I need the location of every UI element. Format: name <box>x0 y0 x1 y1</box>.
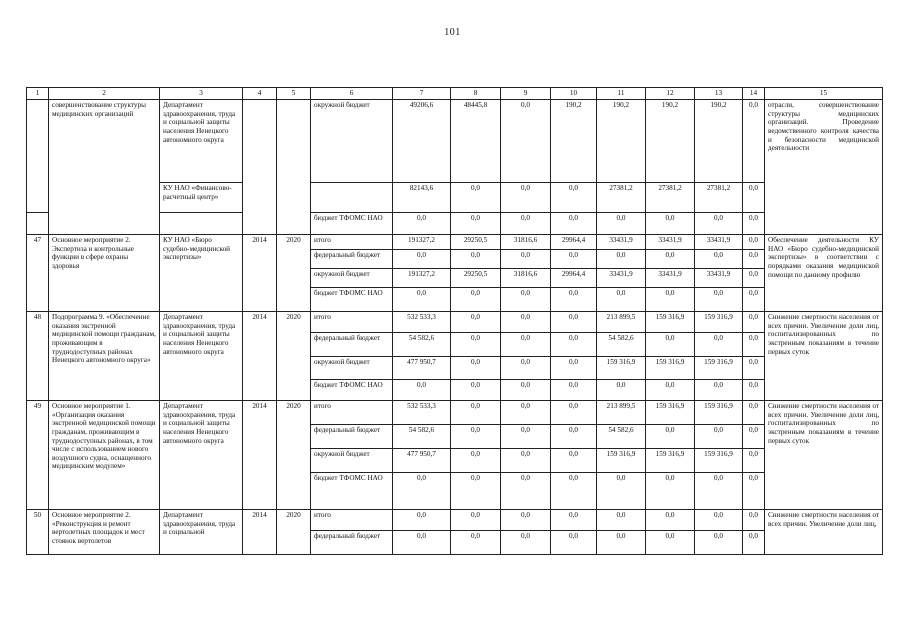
value-cell: 159 316,9 <box>646 312 695 333</box>
value-cell: 0,0 <box>551 357 597 380</box>
value-cell: 0,0 <box>743 449 765 473</box>
value-cell: 0,0 <box>646 510 695 531</box>
value-cell: 0,0 <box>551 473 597 510</box>
row-description: Основное мероприятие 2. «Реконструкция и ремонт вертолетных площадок и мест стоянок вертолетов <box>49 510 160 555</box>
value-cell: 0,0 <box>551 213 597 235</box>
value-cell: 0,0 <box>743 380 765 401</box>
value-cell: 159 316,9 <box>695 449 743 473</box>
funding-source: федеральный бюджет <box>311 531 393 555</box>
expected-result: Снижение смертности населения от всех причин. Увеличение доли лиц, госпитализированных по экстренным показаниям в течение первых суток <box>765 401 883 510</box>
table-row <box>27 401 883 425</box>
value-cell: 532 533,3 <box>393 312 451 333</box>
value-cell: 0,0 <box>451 312 501 333</box>
funding-source: итого <box>311 510 393 531</box>
column-header: 8 <box>451 88 501 100</box>
funding-source: итого <box>311 235 393 250</box>
column-header: 4 <box>243 88 277 100</box>
value-cell: 0,0 <box>743 312 765 333</box>
value-cell: 27381,2 <box>597 183 646 213</box>
value-cell: 0,0 <box>597 473 646 510</box>
value-cell: 159 316,9 <box>695 357 743 380</box>
column-header: 1 <box>27 88 49 100</box>
value-cell: 532 533,3 <box>393 401 451 425</box>
funding-source: окружной бюджет <box>311 449 393 473</box>
value-cell: 0,0 <box>743 531 765 555</box>
funding-source: итого <box>311 312 393 333</box>
value-cell: 190,2 <box>646 100 695 183</box>
value-cell: 0,0 <box>743 100 765 183</box>
value-cell: 29250,5 <box>451 235 501 250</box>
value-cell: 31816,6 <box>501 269 551 288</box>
value-cell: 0,0 <box>743 250 765 269</box>
value-cell: 190,2 <box>551 100 597 183</box>
responsible-executor: Департамент здравоохранения, труда и социальной <box>160 510 243 555</box>
value-cell: 0,0 <box>695 333 743 357</box>
value-cell: 0,0 <box>743 288 765 312</box>
value-cell: 0,0 <box>451 425 501 449</box>
value-cell: 213 899,5 <box>597 312 646 333</box>
value-cell: 0,0 <box>743 269 765 288</box>
value-cell: 0,0 <box>451 250 501 269</box>
funding-source: бюджет ТФОМС НАО <box>311 380 393 401</box>
responsible-executor: КУ НАО «Бюро судебно-медицинской экспертизы» <box>160 235 243 312</box>
value-cell: 0,0 <box>501 425 551 449</box>
table-row <box>27 312 883 333</box>
value-cell: 0,0 <box>695 250 743 269</box>
value-cell: 0,0 <box>695 213 743 235</box>
value-cell: 0,0 <box>501 183 551 213</box>
value-cell: 0,0 <box>743 213 765 235</box>
column-header: 3 <box>160 88 243 100</box>
value-cell: 0,0 <box>501 401 551 425</box>
budget-table <box>26 87 883 555</box>
value-cell: 33431,9 <box>695 269 743 288</box>
value-cell: 0,0 <box>551 288 597 312</box>
value-cell: 159 316,9 <box>597 449 646 473</box>
value-cell: 0,0 <box>501 380 551 401</box>
responsible-executor: Департамент здравоохранения, труда и социальной защиты населения Ненецкого автономного округа <box>160 312 243 401</box>
value-cell: 0,0 <box>451 183 501 213</box>
value-cell: 0,0 <box>551 401 597 425</box>
value-cell: 0,0 <box>743 183 765 213</box>
value-cell: 31816,6 <box>501 235 551 250</box>
value-cell: 0,0 <box>646 213 695 235</box>
value-cell: 159 316,9 <box>597 357 646 380</box>
value-cell: 0,0 <box>551 312 597 333</box>
funding-source: окружной бюджет <box>311 100 393 183</box>
value-cell: 0,0 <box>695 473 743 510</box>
row-number: 47 <box>27 235 49 312</box>
table-row <box>27 510 883 531</box>
value-cell: 0,0 <box>743 357 765 380</box>
value-cell: 0,0 <box>451 213 501 235</box>
value-cell: 0,0 <box>695 531 743 555</box>
column-header: 12 <box>646 88 695 100</box>
value-cell: 213 899,5 <box>597 401 646 425</box>
start-year: 2014 <box>243 235 277 312</box>
value-cell: 29964,4 <box>551 269 597 288</box>
column-header: 15 <box>765 88 883 100</box>
value-cell: 0,0 <box>393 531 451 555</box>
value-cell: 0,0 <box>695 425 743 449</box>
value-cell: 0,0 <box>695 380 743 401</box>
value-cell: 159 316,9 <box>646 401 695 425</box>
value-cell: 477 950,7 <box>393 449 451 473</box>
value-cell: 0,0 <box>646 250 695 269</box>
row-description: Подпрограмма 9. «Обеспечение оказания экстренной медицинской помощи гражданам, проживающим в труднодоступных районах Ненецкого автономного округа» <box>49 312 160 401</box>
value-cell: 27381,2 <box>695 183 743 213</box>
value-cell: 33431,9 <box>597 235 646 250</box>
value-cell: 82143,6 <box>393 183 451 213</box>
value-cell: 0,0 <box>451 333 501 357</box>
row-description: Основное мероприятие 1. «Организация оказания экстренной медицинской помощи гражданам, проживающим в труднодоступных районах, в том числе с использованием нового воздушного судна, оснащенного медицинским модулем» <box>49 401 160 510</box>
value-cell: 0,0 <box>646 531 695 555</box>
responsible-executor: КУ НАО «Финансово-расчетный центр» <box>160 183 243 213</box>
value-cell: 0,0 <box>451 357 501 380</box>
column-header: 10 <box>551 88 597 100</box>
column-header: 9 <box>501 88 551 100</box>
value-cell: 0,0 <box>551 250 597 269</box>
value-cell: 29964,4 <box>551 235 597 250</box>
value-cell: 0,0 <box>451 473 501 510</box>
value-cell: 0,0 <box>597 213 646 235</box>
value-cell: 54 582,6 <box>393 425 451 449</box>
value-cell: 191327,2 <box>393 269 451 288</box>
responsible-executor: Департамент здравоохранения, труда и социальной защиты населения Ненецкого автономного округа <box>160 401 243 510</box>
value-cell: 0,0 <box>393 213 451 235</box>
expected-result: Снижение смертности населения от всех причин. Увеличение доли лиц, госпитализированных по экстренным показаниям в течение первых суток <box>765 312 883 401</box>
column-header: 2 <box>49 88 160 100</box>
column-header: 5 <box>277 88 311 100</box>
value-cell: 0,0 <box>551 333 597 357</box>
value-cell: 0,0 <box>551 425 597 449</box>
value-cell: 0,0 <box>646 380 695 401</box>
value-cell: 33431,9 <box>695 235 743 250</box>
end-year: 2020 <box>277 510 311 555</box>
value-cell: 0,0 <box>451 449 501 473</box>
value-cell: 191327,2 <box>393 235 451 250</box>
value-cell: 0,0 <box>597 531 646 555</box>
value-cell: 0,0 <box>551 449 597 473</box>
value-cell: 0,0 <box>695 288 743 312</box>
value-cell: 0,0 <box>646 473 695 510</box>
value-cell: 159 316,9 <box>646 449 695 473</box>
start-year: 2014 <box>243 510 277 555</box>
value-cell: 33431,9 <box>646 269 695 288</box>
page-number: 101 <box>444 27 461 38</box>
responsible-executor: Департамент здравоохранения, труда и социальной защиты населения Ненецкого автономного округа <box>160 100 243 183</box>
start-year: 2014 <box>243 401 277 510</box>
value-cell: 0,0 <box>501 100 551 183</box>
value-cell: 49206,6 <box>393 100 451 183</box>
table-row <box>27 100 883 183</box>
table-row <box>27 235 883 250</box>
end-year: 2020 <box>277 312 311 401</box>
expected-result: отрасли, совершенствование структуры медицинских организаций. Проведение ведомственного контроля качества и безопасности медицинской деятельности <box>765 100 883 235</box>
start-year: 2014 <box>243 312 277 401</box>
funding-source: федеральный бюджет <box>311 250 393 269</box>
value-cell: 0,0 <box>501 357 551 380</box>
value-cell: 0,0 <box>743 401 765 425</box>
value-cell: 0,0 <box>451 510 501 531</box>
value-cell: 33431,9 <box>597 269 646 288</box>
value-cell: 0,0 <box>646 288 695 312</box>
value-cell: 0,0 <box>501 531 551 555</box>
end-year: 2020 <box>277 401 311 510</box>
funding-source: федеральный бюджет <box>311 425 393 449</box>
funding-source: федеральный бюджет <box>311 333 393 357</box>
value-cell: 0,0 <box>451 288 501 312</box>
funding-source: бюджет ТФОМС НАО <box>311 288 393 312</box>
row-number: 48 <box>27 312 49 401</box>
value-cell: 159 316,9 <box>646 357 695 380</box>
value-cell: 54 582,6 <box>597 333 646 357</box>
value-cell: 27381,2 <box>646 183 695 213</box>
expected-result: Снижение смертности населения от всех причин. Увеличение доли лиц, <box>765 510 883 555</box>
value-cell: 0,0 <box>551 531 597 555</box>
value-cell: 0,0 <box>451 531 501 555</box>
value-cell: 0,0 <box>501 473 551 510</box>
funding-source: бюджет ТФОМС НАО <box>311 213 393 235</box>
value-cell: 0,0 <box>393 473 451 510</box>
column-header: 7 <box>393 88 451 100</box>
value-cell: 0,0 <box>695 510 743 531</box>
value-cell: 0,0 <box>551 510 597 531</box>
value-cell: 0,0 <box>597 510 646 531</box>
value-cell: 0,0 <box>501 449 551 473</box>
value-cell: 159 316,9 <box>695 401 743 425</box>
value-cell: 0,0 <box>597 288 646 312</box>
value-cell: 190,2 <box>695 100 743 183</box>
value-cell: 54 582,6 <box>597 425 646 449</box>
funding-source: бюджет ТФОМС НАО <box>311 473 393 510</box>
value-cell: 0,0 <box>646 425 695 449</box>
value-cell: 0,0 <box>501 250 551 269</box>
value-cell: 0,0 <box>501 312 551 333</box>
value-cell: 0,0 <box>743 425 765 449</box>
value-cell: 0,0 <box>451 380 501 401</box>
value-cell: 29250,5 <box>451 269 501 288</box>
value-cell: 33431,9 <box>646 235 695 250</box>
value-cell: 159 316,9 <box>695 312 743 333</box>
value-cell: 0,0 <box>393 288 451 312</box>
row-description: Основное мероприятие 2. Экспертиза и контрольные функции в сфере охраны здоровья <box>49 235 160 312</box>
column-header: 11 <box>597 88 646 100</box>
value-cell: 0,0 <box>451 401 501 425</box>
value-cell: 477 950,7 <box>393 357 451 380</box>
value-cell: 0,0 <box>393 380 451 401</box>
value-cell: 0,0 <box>393 510 451 531</box>
value-cell: 0,0 <box>501 213 551 235</box>
funding-source: окружной бюджет <box>311 269 393 288</box>
value-cell: 0,0 <box>551 380 597 401</box>
value-cell: 0,0 <box>646 333 695 357</box>
value-cell: 0,0 <box>393 250 451 269</box>
row-description: совершенствование структуры медицинских организаций <box>49 100 160 235</box>
row-number: 50 <box>27 510 49 555</box>
funding-source: итого <box>311 401 393 425</box>
value-cell: 0,0 <box>501 333 551 357</box>
value-cell: 0,0 <box>597 380 646 401</box>
expected-result: Обеспечение деятельности КУ НАО «Бюро судебно-медицинской экспертизы» в соответствии с порядками оказания медицинской помощи по данному профилю <box>765 235 883 312</box>
value-cell: 190,2 <box>597 100 646 183</box>
value-cell: 0,0 <box>743 333 765 357</box>
row-number: 49 <box>27 401 49 510</box>
header-row <box>27 88 883 100</box>
value-cell: 0,0 <box>597 250 646 269</box>
value-cell: 0,0 <box>501 288 551 312</box>
value-cell: 54 582,6 <box>393 333 451 357</box>
end-year: 2020 <box>277 235 311 312</box>
value-cell: 0,0 <box>743 235 765 250</box>
value-cell: 0,0 <box>743 473 765 510</box>
value-cell: 0,0 <box>551 183 597 213</box>
value-cell: 0,0 <box>743 510 765 531</box>
value-cell: 48445,8 <box>451 100 501 183</box>
value-cell: 0,0 <box>501 510 551 531</box>
column-header: 6 <box>311 88 393 100</box>
column-header: 14 <box>743 88 765 100</box>
funding-source: окружной бюджет <box>311 357 393 380</box>
column-header: 13 <box>695 88 743 100</box>
